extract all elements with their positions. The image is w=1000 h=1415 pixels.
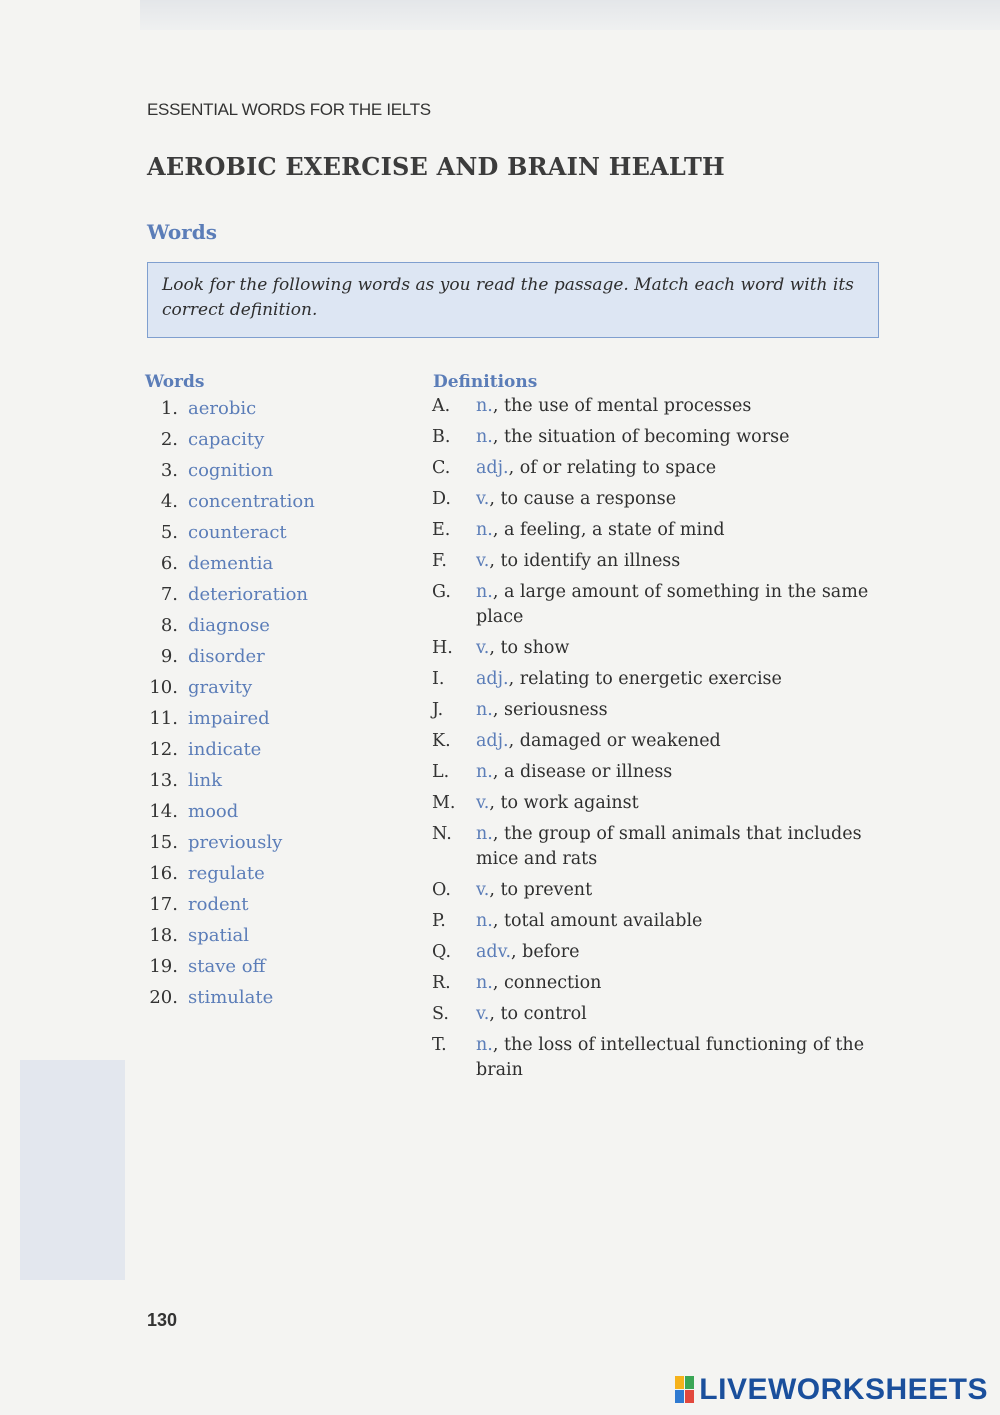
part-of-speech: n. [476, 582, 493, 602]
word-item [140, 582, 410, 613]
definition-letter: S. [432, 1004, 449, 1024]
word-number: 4. [160, 491, 178, 512]
definition-body: , a large amount of something in the same place [476, 582, 869, 627]
word-number: 19. [149, 956, 178, 977]
word-number: 20. [149, 987, 178, 1008]
word-item [140, 799, 410, 830]
word-number: 1. [160, 398, 178, 419]
word-number: 7. [160, 584, 178, 605]
word-term: counteract [188, 522, 287, 543]
definition-body: , to control [489, 1004, 587, 1024]
word-term: impaired [188, 708, 270, 729]
definition-item [432, 878, 892, 903]
definition-text [476, 425, 789, 450]
definition-text [476, 1033, 892, 1083]
definition-text [476, 1002, 587, 1027]
part-of-speech: adv. [476, 942, 512, 962]
definition-letter: T. [432, 1035, 447, 1055]
definition-item [432, 822, 892, 872]
word-term: disorder [188, 646, 265, 667]
definition-text [476, 791, 639, 816]
instructions-box: Look for the following words as you read the passage. Match each word with its correct definition. [147, 262, 879, 338]
definition-item [432, 425, 892, 450]
word-item [140, 954, 410, 985]
definition-item [432, 791, 892, 816]
definitions-column-heading: Definitions [433, 372, 538, 392]
part-of-speech: v. [476, 551, 490, 571]
part-of-speech: n. [476, 973, 493, 993]
words-column-heading: Words [145, 372, 205, 392]
definition-item [432, 487, 892, 512]
word-number: 15. [149, 832, 178, 853]
definition-body: , the loss of intellectual functioning of the brain [476, 1035, 865, 1080]
word-number: 17. [149, 894, 178, 915]
definition-text [476, 518, 725, 543]
definitions-list [432, 394, 892, 1089]
definition-item [432, 636, 892, 661]
definition-letter: R. [432, 973, 451, 993]
definition-letter: D. [432, 489, 451, 509]
word-item [140, 737, 410, 768]
word-term: spatial [188, 925, 249, 946]
definition-body: , to work against [489, 793, 639, 813]
definition-body: , to prevent [489, 880, 593, 900]
part-of-speech: v. [476, 880, 490, 900]
word-number: 8. [160, 615, 178, 636]
definition-text [476, 580, 892, 630]
word-number: 10. [149, 677, 178, 698]
scan-bleed-band [140, 0, 1000, 30]
definition-body: , seriousness [492, 700, 608, 720]
word-term: capacity [188, 429, 265, 450]
definition-item [432, 456, 892, 481]
word-term: cognition [188, 460, 274, 481]
word-term: rodent [188, 894, 249, 915]
brand-text: LIVEWORKSHEETS [699, 1373, 988, 1406]
part-of-speech: n. [476, 700, 493, 720]
word-item [140, 458, 410, 489]
part-of-speech: n. [476, 520, 493, 540]
definition-item [432, 1033, 892, 1083]
definition-body: , of or relating to space [508, 458, 717, 478]
word-term: stimulate [188, 987, 274, 1008]
definition-letter: A. [432, 396, 451, 416]
word-term: dementia [188, 553, 274, 574]
part-of-speech: n. [476, 427, 493, 447]
definition-text [476, 878, 592, 903]
definition-letter: M. [432, 793, 456, 813]
definition-body: , the use of mental processes [492, 396, 752, 416]
word-number: 18. [149, 925, 178, 946]
word-item [140, 396, 410, 427]
part-of-speech: v. [476, 1004, 490, 1024]
part-of-speech: n. [476, 396, 493, 416]
definition-letter: O. [432, 880, 451, 900]
definition-letter: G. [432, 582, 451, 602]
running-head: ESSENTIAL WORDS FOR THE IELTS [147, 100, 431, 119]
word-term: previously [188, 832, 283, 853]
definition-item [432, 940, 892, 965]
definition-body: , to show [489, 638, 570, 658]
definition-text [476, 760, 672, 785]
definition-item [432, 698, 892, 723]
word-item [140, 830, 410, 861]
word-item [140, 768, 410, 799]
word-number: 5. [160, 522, 178, 543]
definition-body: , before [511, 942, 580, 962]
section-heading: Words [147, 220, 217, 244]
word-number: 9. [160, 646, 178, 667]
definition-item [432, 729, 892, 754]
definition-item [432, 549, 892, 574]
definition-text [476, 667, 782, 692]
definition-text [476, 394, 751, 419]
word-item [140, 427, 410, 458]
words-list [140, 396, 410, 1016]
word-number: 6. [160, 553, 178, 574]
part-of-speech: adj. [476, 731, 509, 751]
part-of-speech: adj. [476, 669, 509, 689]
definition-item [432, 971, 892, 996]
definition-item [432, 580, 892, 630]
definition-text [476, 909, 702, 934]
word-term: gravity [188, 677, 253, 698]
definition-letter: P. [432, 911, 446, 931]
definition-letter: N. [432, 824, 452, 844]
word-number: 12. [149, 739, 178, 760]
definition-text [476, 971, 601, 996]
definition-letter: I. [432, 669, 445, 689]
word-item [140, 613, 410, 644]
word-term: mood [188, 801, 239, 822]
definition-letter: J. [432, 700, 444, 720]
word-number: 2. [160, 429, 178, 450]
definition-text [476, 487, 676, 512]
definition-body: , to identify an illness [489, 551, 681, 571]
word-term: link [188, 770, 223, 791]
definition-letter: L. [432, 762, 450, 782]
page-title: AEROBIC EXERCISE AND BRAIN HEALTH [147, 152, 725, 181]
definition-body: , connection [492, 973, 602, 993]
word-item [140, 892, 410, 923]
definition-text [476, 549, 680, 574]
word-term: aerobic [188, 398, 257, 419]
word-number: 16. [149, 863, 178, 884]
part-of-speech: n. [476, 762, 493, 782]
part-of-speech: adj. [476, 458, 509, 478]
word-term: concentration [188, 491, 315, 512]
definition-text [476, 940, 579, 965]
word-term: indicate [188, 739, 262, 760]
definition-letter: C. [432, 458, 451, 478]
word-item [140, 923, 410, 954]
part-of-speech: n. [476, 1035, 493, 1055]
word-number: 11. [149, 708, 178, 729]
word-item [140, 551, 410, 582]
definition-text [476, 729, 721, 754]
definition-text [476, 698, 608, 723]
definition-item [432, 760, 892, 785]
word-term: regulate [188, 863, 265, 884]
word-item [140, 644, 410, 675]
part-of-speech: v. [476, 638, 490, 658]
scan-bleed-block [20, 1060, 125, 1280]
definition-item [432, 518, 892, 543]
word-item [140, 520, 410, 551]
word-item [140, 675, 410, 706]
part-of-speech: n. [476, 911, 493, 931]
definition-item [432, 909, 892, 934]
page-number: 130 [147, 1310, 178, 1330]
word-item [140, 985, 410, 1016]
definition-letter: Q. [432, 942, 452, 962]
definition-letter: B. [432, 427, 451, 447]
word-term: diagnose [188, 615, 270, 636]
definition-letter: K. [432, 731, 451, 751]
definition-letter: E. [432, 520, 451, 540]
part-of-speech: v. [476, 489, 490, 509]
word-item [140, 706, 410, 737]
word-number: 14. [149, 801, 178, 822]
part-of-speech: v. [476, 793, 490, 813]
definition-text [476, 636, 569, 661]
definition-body: , total amount available [492, 911, 703, 931]
word-number: 3. [160, 460, 178, 481]
liveworksheets-icon [675, 1376, 695, 1404]
definition-text [476, 822, 892, 872]
definition-body: , relating to energetic exercise [508, 669, 782, 689]
word-item [140, 861, 410, 892]
definition-letter: H. [432, 638, 453, 658]
definition-item [432, 667, 892, 692]
definition-item [432, 394, 892, 419]
definition-body: , the group of small animals that includes mice and rats [476, 824, 862, 869]
liveworksheets-logo[interactable] [675, 1373, 988, 1407]
definition-item [432, 1002, 892, 1027]
definition-body: , the situation of becoming worse [492, 427, 790, 447]
definition-body: , to cause a response [489, 489, 677, 509]
word-number: 13. [149, 770, 178, 791]
definition-body: , damaged or weakened [508, 731, 721, 751]
definition-text [476, 456, 716, 481]
definition-body: , a disease or illness [492, 762, 673, 782]
definition-letter: F. [432, 551, 447, 571]
definition-body: , a feeling, a state of mind [492, 520, 725, 540]
word-term: deterioration [188, 584, 309, 605]
word-item [140, 489, 410, 520]
part-of-speech: n. [476, 824, 493, 844]
word-term: stave off [188, 956, 266, 977]
